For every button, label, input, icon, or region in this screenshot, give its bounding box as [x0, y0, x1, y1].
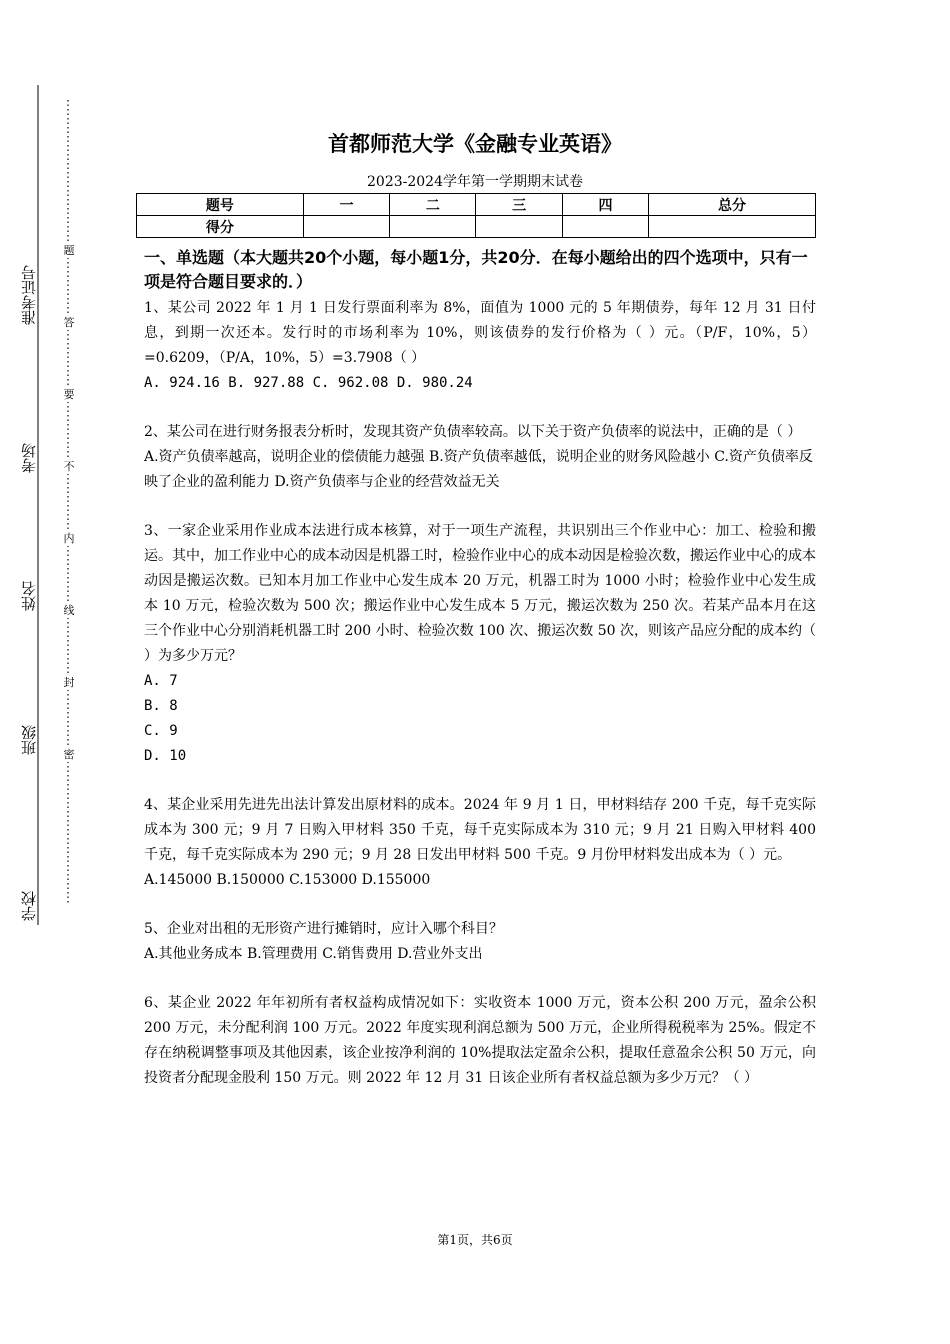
question-3: [144, 519, 816, 769]
class-label: 班级: [20, 725, 38, 755]
seal-char-yao: 要: [61, 388, 77, 402]
question-2: [144, 420, 816, 495]
score-cell-blank[interactable]: [303, 216, 389, 238]
question-stem: 3、一家企业采用作业成本法进行成本核算，对于一项生产流程，共识别出三个作业中心：加工、检验和搬运。其中，加工作业中心的成本动因是机器工时，检验作业中心的成本动因是检验次数，搬运作业中心的成本动因是搬运次数。已知本月加工作业中心发生成本 20 万元，机器工时为 1000 小时；检验作业中心发生成本 10 万元，检验次数为 500 次；搬运作业中心发生成本 5 万元，搬运次数为 250 次。若某产品本月在这三个作业中心分别消耗机器工时 200 小时、检验次数 100 次、搬运次数 50 次，则该产品应分配的成本约（ ）为多少万元？: [144, 523, 816, 664]
score-cell-header: 三: [476, 194, 562, 216]
question-stem: 4、某企业采用先进先出法计算发出原材料的成本。2024 年 9 月 1 日，甲材料结存 200 千克，每千克实际成本为 300 元；9 月 7 日购入甲材料 350 千克，每千克实际成本为 310 元；9 月 21 日购入甲材料 400 千克，每千克实际成本为 290 元；9 月 28 日发出甲材料 500 千克。9 月份甲材料发出成本为（ ）元。: [144, 797, 816, 863]
seal-char-mi: 密: [61, 748, 77, 762]
question-1: [144, 296, 816, 396]
question-options: A.145000 B.150000 C.153000 D.155000: [144, 872, 431, 888]
score-table-header-row: [137, 194, 816, 216]
question-stem: 5、企业对出租的无形资产进行摊销时，应计入哪个科目？: [144, 921, 503, 937]
school-label: 学校: [20, 891, 38, 921]
question-options: A.资产负债率越高，说明企业的偿债能力越强 B.资产负债率越低，说明企业的财务风险越小 C.资产负债率反映了企业的盈利能力 D.资产负债率与企业的经营效益无关: [144, 449, 813, 490]
page-footer: 第1页，共6页: [437, 1233, 513, 1247]
seal-char-da: 答: [61, 316, 77, 330]
exam-room-label: 考场: [20, 443, 38, 473]
score-cell-header: 四: [562, 194, 648, 216]
question-options: A.其他业务成本 B.管理费用 C.销售费用 D.营业外支出: [144, 946, 483, 962]
question-5: [144, 917, 816, 967]
question-option-d: D. 10: [144, 748, 187, 764]
name-label: 姓名: [20, 581, 38, 611]
score-cell-blank[interactable]: [562, 216, 648, 238]
score-cell-blank[interactable]: [649, 216, 816, 238]
question-4: [144, 793, 816, 893]
question-stem: 2、某公司在进行财务报表分析时，发现其资产负债率较高。以下关于资产负债率的说法中，正确的是（ ）: [144, 424, 802, 440]
score-row-label: 得分: [137, 216, 304, 238]
question-options: A. 924.16 B. 927.88 C. 962.08 D. 980.24: [144, 375, 473, 391]
question-6: [144, 991, 816, 1091]
exam-subtitle: 2023-2024学年第一学期期末试卷: [367, 174, 583, 190]
exam-id-label: 准考证号: [20, 265, 38, 325]
score-cell-header: 一: [303, 194, 389, 216]
question-stem: 1、某公司 2022 年 1 月 1 日发行票面利率为 8%，面值为 1000 元的 5 年期债券，每年 12 月 31 日付息，到期一次还本。发行时的市场利率为 10%，则该债券的发行价格为（ ）元。（P/F，10%，5）=0.6209，（P/A，10%，5）=3.7908（ ）: [144, 300, 816, 366]
seal-char-feng: 封: [61, 676, 77, 690]
seal-char-bu: 不: [61, 460, 77, 474]
exam-title: 首都师范大学《金融专业英语》: [328, 132, 622, 156]
score-cell-header: 题号: [137, 194, 304, 216]
score-table: [136, 193, 816, 238]
seal-char-nei: 内: [61, 532, 77, 546]
seal-char-xian: 线: [61, 604, 77, 618]
score-table-score-row: [137, 216, 816, 238]
score-cell-header: 总分: [649, 194, 816, 216]
section-heading: 一、单选题（本大题共20个小题，每小题1分，共20分．在每小题给出的四个选项中，只有一项是符合题目要求的．）: [144, 248, 808, 291]
exam-content: [144, 246, 816, 1115]
question-stem: 6、某企业 2022 年年初所有者权益构成情况如下：实收资本 1000 万元，资本公积 200 万元，盈余公积 200 万元，未分配利润 100 万元。2022 年度实现利润总额为 500 万元，企业所得税税率为 25%。假定不存在纳税调整事项及其他因素，该企业按净利润的 10%提取法定盈余公积，提取任意盈余公积 50 万元，向投资者分配现金股利 150 万元。则 2022 年 12 月 31 日该企业所有者权益总额为多少万元？（ ）: [144, 995, 816, 1086]
question-option-b: B. 8: [144, 698, 178, 714]
question-option-c: C. 9: [144, 723, 178, 739]
seal-char-ti: 题: [61, 244, 77, 258]
question-option-a: A. 7: [144, 673, 178, 689]
score-cell-blank[interactable]: [390, 216, 476, 238]
score-cell-header: 二: [390, 194, 476, 216]
score-cell-blank[interactable]: [476, 216, 562, 238]
binding-margin-lines: [0, 0, 100, 1344]
